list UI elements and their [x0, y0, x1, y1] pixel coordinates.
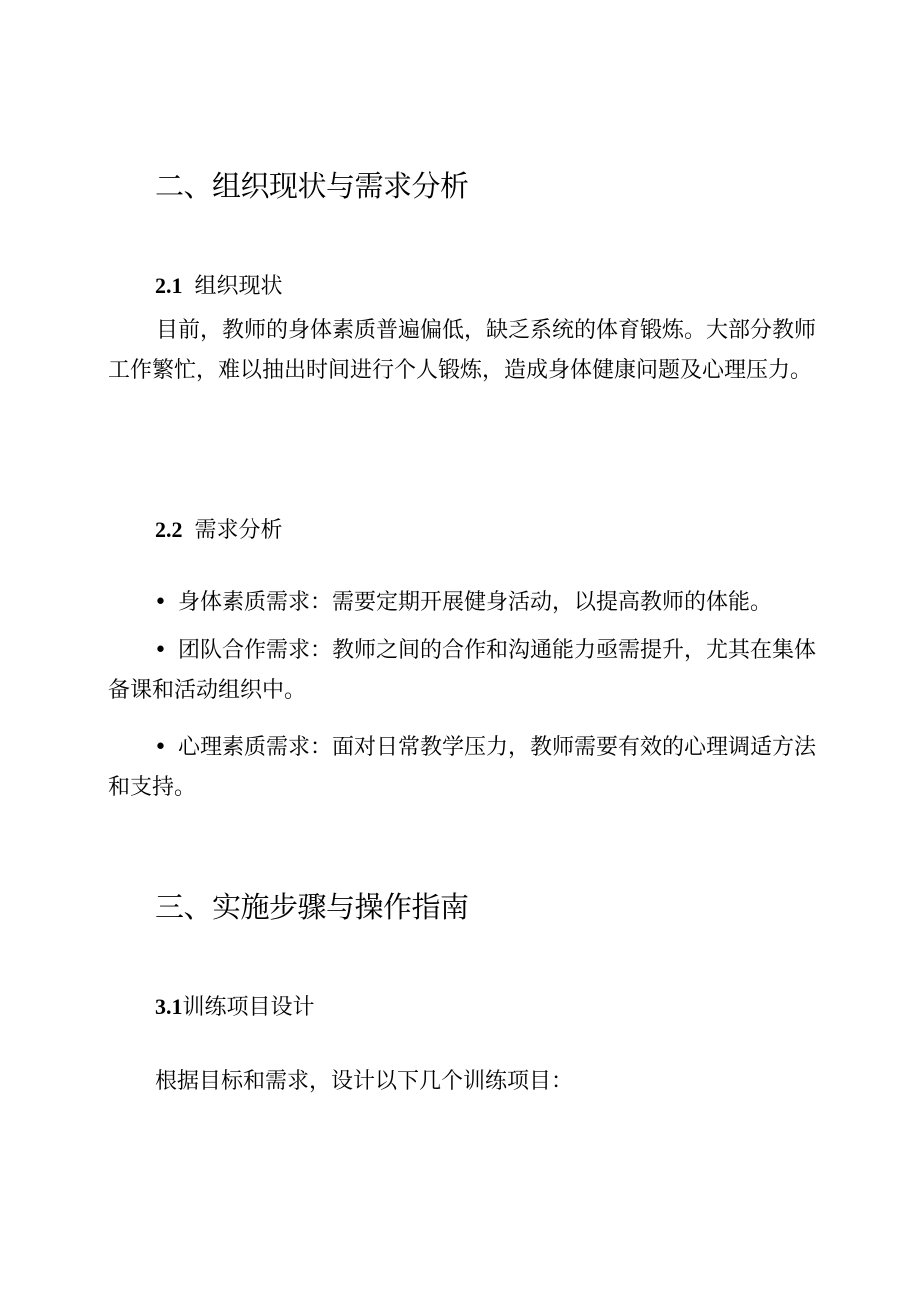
bullet-icon: •	[154, 638, 167, 663]
list-item	[108, 583, 828, 623]
subsection-3-1-number: 3.1	[155, 994, 183, 1019]
subsection-2-2-number: 2.2	[155, 517, 183, 542]
subsection-2-1-title: 组织现状	[194, 274, 283, 299]
bullet-icon: •	[154, 590, 167, 615]
section-2-1-paragraph: 目前，教师的身体素质普遍偏低，缺乏系统的体育锻炼。大部分教师工作繁忙，难以抽出时间进行个人锻炼，造成身体健康问题及心理压力。	[108, 318, 817, 383]
list-item	[108, 631, 828, 711]
subsection-2-2-heading	[155, 515, 855, 546]
section-3-heading: 三、实施步骤与操作指南	[155, 890, 469, 924]
subsection-3-1-heading	[155, 992, 855, 1023]
list-item-text: 心理素质需求：面对日常教学压力，教师需要有效的心理调适方法和支持。	[108, 735, 817, 800]
subsection-2-2-title: 需求分析	[194, 518, 283, 543]
subsection-2-1-number: 2.1	[155, 273, 183, 298]
list-item	[108, 728, 828, 808]
bullet-icon: •	[154, 735, 167, 760]
subsection-2-1-heading	[155, 271, 855, 302]
subsection-3-1-title: 训练项目设计	[182, 995, 315, 1020]
list-item-text: 团队合作需求：教师之间的合作和沟通能力亟需提升，尤其在集体备课和活动组织中。	[108, 638, 817, 703]
list-item-text: 身体素质需求：需要定期开展健身活动，以提高教师的体能。	[178, 590, 773, 615]
section-2-heading: 二、组织现状与需求分析	[155, 169, 469, 203]
section-3-1-paragraph: 根据目标和需求，设计以下几个训练项目：	[155, 1069, 574, 1094]
